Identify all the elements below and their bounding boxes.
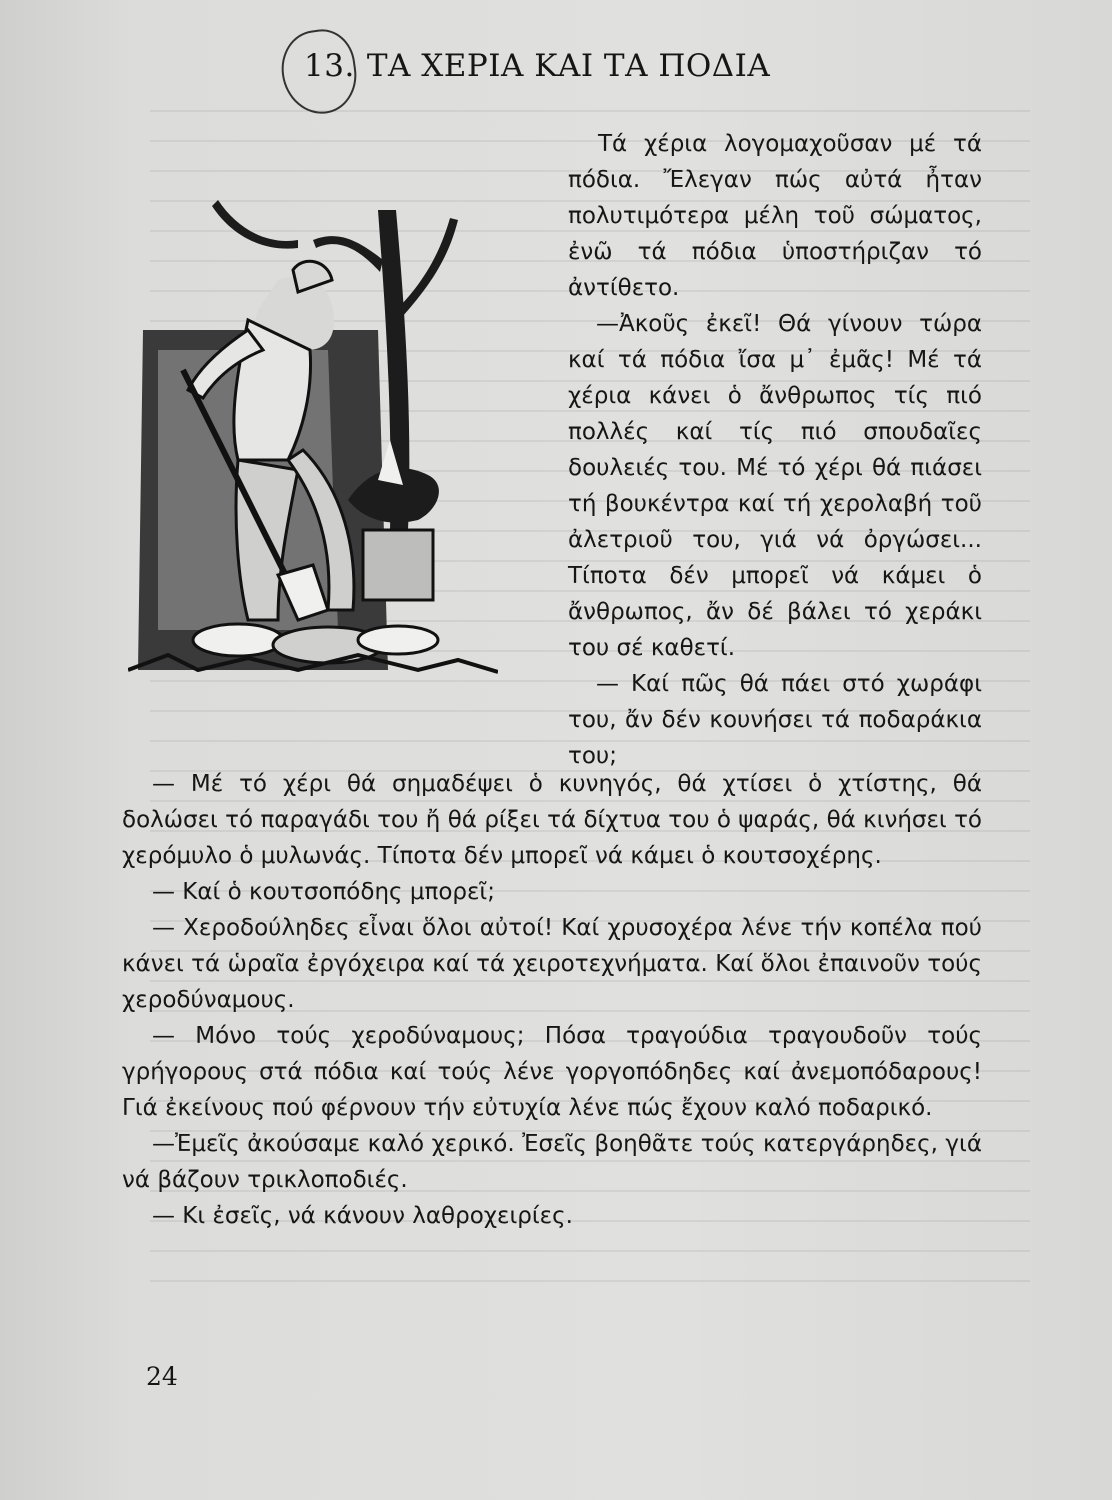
page-number: 24 — [146, 1362, 178, 1391]
chapter-number: 13. — [304, 48, 355, 84]
paragraph: — Κι ἐσεῖς, νά κάνουν λαθροχειρίες. — [152, 1203, 573, 1229]
chapter-title — [304, 48, 770, 84]
paragraph: — Καί ὁ κουτσοπόδης μπορεῖ; — [152, 879, 495, 905]
chapter-title-text: ΤΑ ΧΕΡΙΑ ΚΑΙ ΤΑ ΠΟΔΙΑ — [366, 48, 771, 84]
man-digging-illustration — [128, 200, 498, 680]
paragraph: — Καί πῶς θά πάει στό χωράφι του, ἄν δέν κουνήσει τά ποδαράκια του; — [568, 671, 982, 769]
chapter-heading — [282, 30, 842, 110]
paragraph: Τά χέρια λογομαχοῦσαν μέ τά πόδια. Ἔλεγαν πώς αὐτά ἦταν πολυτιμότερα μέλη τοῦ σώματος, ἐνῶ τά πόδια ὑποστήριζαν τό ἀντίθετο. — [568, 131, 982, 301]
paragraph: —Ἐμεῖς ἀκούσαμε καλό χερικό. Ἐσεῖς βοηθᾶτε τούς κατεργάρηδες, γιά νά βάζουν τρικλοποδιές. — [122, 1131, 982, 1193]
paragraph: — Χεροδούληδες εἶναι ὅλοι αὐτοί! Καί χρυσοχέρα λένε τήν κοπέλα πού κάνει τά ὡραῖα ἐργόχειρα καί τά χειροτεχνήματα. Καί ὅλοι ἐπαινοῦν τούς χεροδύναμους. — [122, 915, 982, 1013]
paragraph: —Ἀκοῦς ἐκεῖ! Θά γίνουν τώρα καί τά πόδια ἴσα μ᾽ ἐμᾶς! Μέ τά χέρια κάνει ὁ ἄνθρωπος τίς πιό πολλές καί τίς πιό σπουδαῖες δουλειές του. Μέ τό χέρι θά πιάσει τή βουκέντρα καί τή χερολαβή τοῦ ἀλετριοῦ του, γιά νά ὀργώσει... Τίποτα δέν μπορεῖ νά κάμει ὁ ἄνθρωπος, ἄν δέ βάλει τό χεράκι του σέ καθετί. — [568, 311, 982, 661]
right-column-text — [568, 126, 982, 774]
paragraph: — Μόνο τούς χεροδύναμους; Πόσα τραγούδια τραγουδοῦν τούς γρήγορους στά πόδια καί τούς λένε γοργοπόδηδες καί ἀνεμοπόδαρους! Γιά ἐκείνους πού φέρνουν τήν εὐτυχία λένε πώς ἔχουν καλό ποδαρικό. — [122, 1023, 982, 1121]
paragraph: — Μέ τό χέρι θά σημαδέψει ὁ κυνηγός, θά χτίσει ὁ χτίστης, θά δολώσει τό παραγάδι του ἤ θά ρίξει τά δίχτυα του ὁ ψαράς, θά κινήσει τό χερόμυλο ὁ μυλωνάς. Τίποτα δέν μπορεῖ νά κάμει ὁ κουτσοχέρης. — [122, 771, 982, 869]
full-width-text — [122, 766, 982, 1234]
